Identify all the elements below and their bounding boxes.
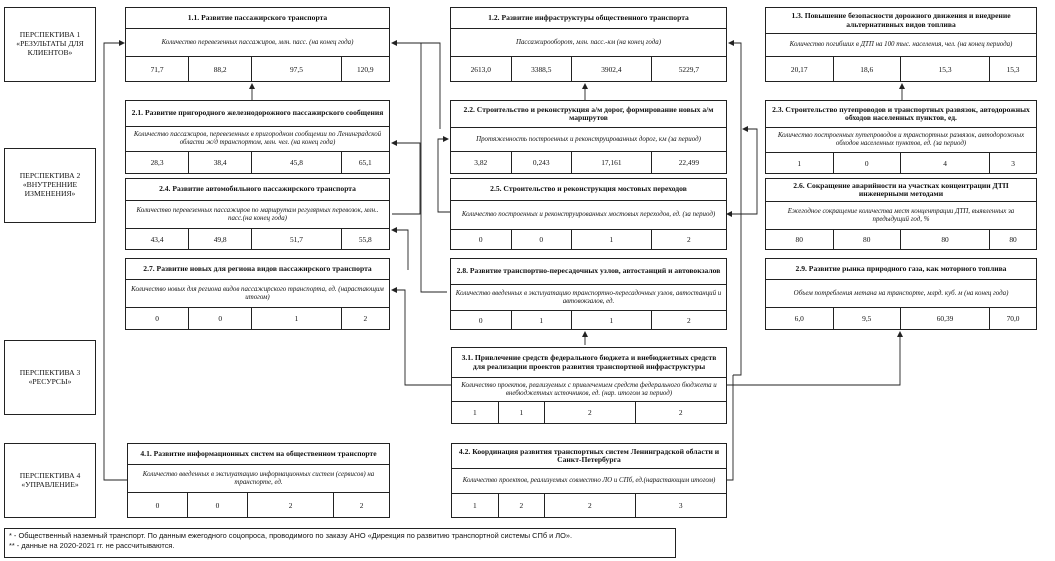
arrow-trunk-to-1-2 bbox=[729, 43, 741, 375]
goal-value-cell: 0 bbox=[126, 308, 189, 329]
goal-title: 4.1. Развитие информационных систем на общественном транспорте bbox=[140, 448, 377, 458]
goal-metric: Количество построенных и реконструированных мостовых переходов, ед. (за период) bbox=[451, 200, 726, 229]
goal-box-1-1 bbox=[125, 7, 390, 82]
goal-values-row bbox=[451, 151, 726, 173]
goal-box-2-9 bbox=[765, 258, 1037, 330]
goal-value-cell: 4 bbox=[901, 153, 990, 173]
goal-value-cell: 3 bbox=[678, 501, 683, 510]
goal-value-cell: 3 bbox=[1011, 158, 1015, 168]
goal-value-cell: 51,7 bbox=[252, 229, 341, 249]
goal-value-cell: 1 bbox=[499, 402, 546, 423]
goal-value-cell: 0 bbox=[451, 230, 512, 249]
goal-box-2-5 bbox=[450, 178, 727, 250]
goal-values-row bbox=[126, 151, 389, 173]
goal-value-cell: 65,1 bbox=[358, 158, 372, 167]
goal-value-cell: 2 bbox=[363, 314, 368, 323]
goal-value-cell: 2 bbox=[545, 402, 635, 423]
goal-value-cell: 38,4 bbox=[189, 152, 252, 173]
goal-values-row bbox=[452, 493, 726, 517]
goal-value-cell: 45,8 bbox=[252, 152, 341, 173]
goal-metric: Количество проектов, реализуемых с привлечением средств федерального бюджета и внебюджетных источников, ед. (нар. итогом за период) bbox=[452, 377, 726, 401]
goal-value-cell: 70,0 bbox=[1006, 314, 1020, 323]
goal-value-cell: 88,2 bbox=[189, 57, 252, 81]
goal-values-row bbox=[126, 56, 389, 81]
goal-metric: Объем потребления метана на транспорте, млрд. куб. м (на конец года) bbox=[766, 279, 1036, 307]
arrow-2-7-to-2-4 bbox=[392, 230, 408, 270]
goal-value-cell: 49,8 bbox=[189, 229, 252, 249]
goal-value-cell: 1 bbox=[766, 153, 834, 173]
goal-value-cell: 1 bbox=[512, 311, 573, 329]
goal-metric: Ежегодное сокращение количества мест концентрации ДТП, выявленных за предыдущий год, % bbox=[766, 201, 1036, 229]
goal-box-2-3 bbox=[765, 100, 1037, 174]
perspective-4: ПЕРСПЕКТИВА 4 «УПРАВЛЕНИЕ» bbox=[4, 443, 96, 518]
goal-title: 3.1. Привлечение средств федерального бюджета и внебюджетных средств для реализации проектов развития транспортной инфраструктуры bbox=[461, 353, 717, 371]
goal-value-cell: 120,9 bbox=[356, 64, 374, 74]
goal-title: 2.8. Развитие транспортно-пересадочных узлов, автостанций и автовокзалов bbox=[456, 266, 721, 276]
goal-value-cell: 6,0 bbox=[766, 308, 834, 329]
goal-value-cell: 60,39 bbox=[901, 308, 990, 329]
goal-value-cell: 2 bbox=[499, 494, 546, 517]
goal-value-cell: 3902,4 bbox=[572, 57, 652, 81]
footnote-1: * - Общественный наземный транспорт. По данным ежегодного соцопроса, проводимого по заказу АНО «Дирекция по развитию транспортной системы СПб и ЛО». bbox=[9, 531, 573, 540]
goal-value-cell: 0 bbox=[188, 493, 248, 517]
goal-metric: Протяженность построенных и реконструированных дорог, км (за период) bbox=[451, 127, 726, 151]
arrow-4-1-to-1-1 bbox=[104, 43, 127, 480]
goal-box-1-3 bbox=[765, 7, 1037, 82]
goal-box-2-4 bbox=[125, 178, 390, 250]
goal-value-cell: 2 bbox=[678, 408, 683, 417]
goal-value-cell: 2 bbox=[545, 494, 635, 517]
goal-title: 2.7. Развитие новых для региона видов пассажирского транспорта bbox=[143, 263, 372, 273]
goal-value-cell: 1 bbox=[572, 230, 652, 249]
goal-value-cell: 2613,0 bbox=[451, 57, 512, 81]
goal-value-cell: 9,5 bbox=[834, 308, 902, 329]
goal-value-cell: 71,7 bbox=[126, 57, 189, 81]
goal-value-cell: 20,17 bbox=[766, 57, 834, 81]
goal-value-cell: 55,8 bbox=[358, 234, 372, 244]
goal-metric: Пассажирооборот, млн. пасс.-км (на конец года) bbox=[451, 28, 726, 56]
goal-metric: Количество введенных в эксплуатацию информационных систем (сервисов) на транспорте, ед. bbox=[128, 464, 389, 492]
goal-title: 2.1. Развитие пригородного железнодорожного пассажирского сообщения bbox=[131, 108, 384, 118]
goal-value-cell: 1 bbox=[252, 308, 341, 329]
goal-value-cell: 43,4 bbox=[126, 229, 189, 249]
goal-value-cell: 0 bbox=[512, 230, 573, 249]
goal-title: 2.2. Строительство и реконструкция а/м дорог, формирование новых а/м маршрутов bbox=[463, 104, 714, 122]
goal-values-row bbox=[126, 307, 389, 329]
goal-value-cell: 0 bbox=[189, 308, 252, 329]
goal-title: 1.1. Развитие пассажирского транспорта bbox=[187, 12, 328, 22]
goal-box-2-7 bbox=[125, 258, 390, 330]
goal-box-2-1 bbox=[125, 100, 390, 174]
goal-title: 2.4. Развитие автомобильного пассажирского транспорта bbox=[159, 184, 356, 194]
goal-value-cell: 1 bbox=[452, 494, 499, 517]
goal-values-row bbox=[766, 56, 1036, 81]
goal-value-cell: 2 bbox=[248, 493, 334, 517]
goal-value-cell: 5229,7 bbox=[678, 64, 700, 74]
goal-value-cell: 0 bbox=[451, 311, 512, 329]
goal-metric: Количество построенных путепроводов и транспортных развязок, автодорожных обходов населенных пунктов, ед. (за период) bbox=[766, 127, 1036, 152]
goal-title: 2.9. Развитие рынка природного газа, как моторного топлива bbox=[795, 263, 1007, 273]
goal-box-2-8 bbox=[450, 258, 727, 330]
goal-values-row bbox=[766, 307, 1036, 329]
goal-values-row bbox=[451, 56, 726, 81]
goal-value-cell: 80 bbox=[834, 230, 902, 249]
goal-values-row bbox=[452, 401, 726, 423]
goal-title: 1.2. Развитие инфраструктуры общественного транспорта bbox=[488, 12, 689, 22]
goal-metric: Количество введенных в эксплуатацию транспортно-пересадочных узлов, автостанций и автовокзалов, ед. bbox=[451, 284, 726, 310]
goal-box-1-2 bbox=[450, 7, 727, 82]
goal-metric: Количество перевезенных пассажиров по маршрутам регулярных перевозок, млн.. пасс.(на конец года) bbox=[126, 200, 389, 228]
goal-value-cell: 2 bbox=[687, 315, 691, 325]
goal-value-cell: 28,3 bbox=[126, 152, 189, 173]
goal-metric: Количество новых для региона видов пассажирского транспорта, ед. (нарастающим итогом) bbox=[126, 279, 389, 307]
goal-values-row bbox=[128, 492, 389, 517]
goal-value-cell: 3388,5 bbox=[512, 57, 573, 81]
arrow-2-3-to-2-5 bbox=[727, 150, 757, 214]
goal-metric: Количество проектов, реализуемых совместно ЛО и СПб, ед.(нарастающим итогом) bbox=[452, 468, 726, 493]
goal-box-3-1 bbox=[451, 347, 727, 424]
footnotes bbox=[4, 528, 676, 558]
goal-box-4-2 bbox=[451, 443, 727, 518]
arrow-3-1-to-2-7 bbox=[392, 290, 451, 385]
arrow-2-8-to-1-1 bbox=[421, 43, 447, 292]
goal-values-row bbox=[451, 310, 726, 329]
goal-value-cell: 22,499 bbox=[678, 158, 700, 167]
goal-value-cell: 0 bbox=[834, 153, 902, 173]
goal-value-cell: 3,82 bbox=[451, 152, 512, 173]
goal-box-2-6 bbox=[765, 178, 1037, 250]
goal-value-cell: 18,6 bbox=[834, 57, 902, 81]
goal-title: 2.5. Строительство и реконструкция мостовых переходов bbox=[490, 184, 687, 194]
arrow-3-1-to-2-9 bbox=[727, 332, 900, 385]
goal-value-cell: 15,3 bbox=[901, 57, 990, 81]
goal-box-4-1 bbox=[127, 443, 390, 518]
goal-metric: Количество перевезенных пассажиров, млн. пасс. (на конец года) bbox=[126, 28, 389, 56]
goal-value-cell: 97,5 bbox=[252, 57, 341, 81]
goal-title: 2.6. Сокращение аварийности на участках концентрации ДТП инженерными методами bbox=[793, 180, 1009, 198]
goal-value-cell: 0 bbox=[128, 493, 188, 517]
goal-value-cell: 2 bbox=[687, 235, 691, 244]
goal-values-row bbox=[451, 229, 726, 249]
goal-metric: Количество погибших в ДТП на 100 тыс. населения, чел. (на конец периода) bbox=[766, 33, 1036, 56]
perspective-2: ПЕРСПЕКТИВА 2 «ВНУТРЕННИЕ ИЗМЕНЕНИЯ» bbox=[4, 148, 96, 223]
goal-value-cell: 80 bbox=[1009, 235, 1017, 244]
goal-values-row bbox=[766, 229, 1036, 249]
goal-title: 1.3. Повышение безопасности дорожного движения и внедрение альтернативных видов топлива bbox=[791, 11, 1011, 29]
arrow-2-4-to-2-1 bbox=[392, 143, 420, 214]
goal-title: 2.3. Строительство путепроводов и транспортных развязок, автодорожных обходов населенных пунктов, ед. bbox=[772, 104, 1030, 122]
goal-value-cell: 0,243 bbox=[512, 152, 573, 173]
arrow-2-2-to-1-1 bbox=[392, 43, 440, 129]
goal-metric: Количество пассажиров, перевезенных в пригородном сообщении по Ленинградской области ж/д транспортом, млн. чел. (на конец года) bbox=[126, 126, 389, 151]
perspective-3: ПЕРСПЕКТИВА 3 «РЕСУРСЫ» bbox=[4, 340, 96, 415]
goal-value-cell: 1 bbox=[452, 402, 499, 423]
goal-value-cell: 80 bbox=[901, 230, 990, 249]
goal-values-row bbox=[126, 228, 389, 249]
perspective-1: ПЕРСПЕКТИВА 1 «РЕЗУЛЬТАТЫ ДЛЯ КЛИЕНТОВ» bbox=[4, 7, 96, 82]
goal-box-2-2 bbox=[450, 100, 727, 174]
goal-value-cell: 15,3 bbox=[1006, 64, 1020, 74]
arrow-2-3-to-2-2 bbox=[743, 129, 757, 150]
goal-title: 4.2. Координация развития транспортных систем Ленинградской области и Санкт-Петербурга bbox=[458, 446, 720, 464]
goal-value-cell: 2 bbox=[359, 500, 364, 510]
goal-value-cell: 1 bbox=[572, 311, 652, 329]
goal-value-cell: 17,161 bbox=[572, 152, 652, 173]
goal-values-row bbox=[766, 152, 1036, 173]
arrow-4-2-to-3-1 bbox=[727, 375, 733, 480]
footnote-2: ** - данные на 2020-2021 гг. не рассчитываются. bbox=[9, 540, 175, 550]
goal-value-cell: 80 bbox=[766, 230, 834, 249]
